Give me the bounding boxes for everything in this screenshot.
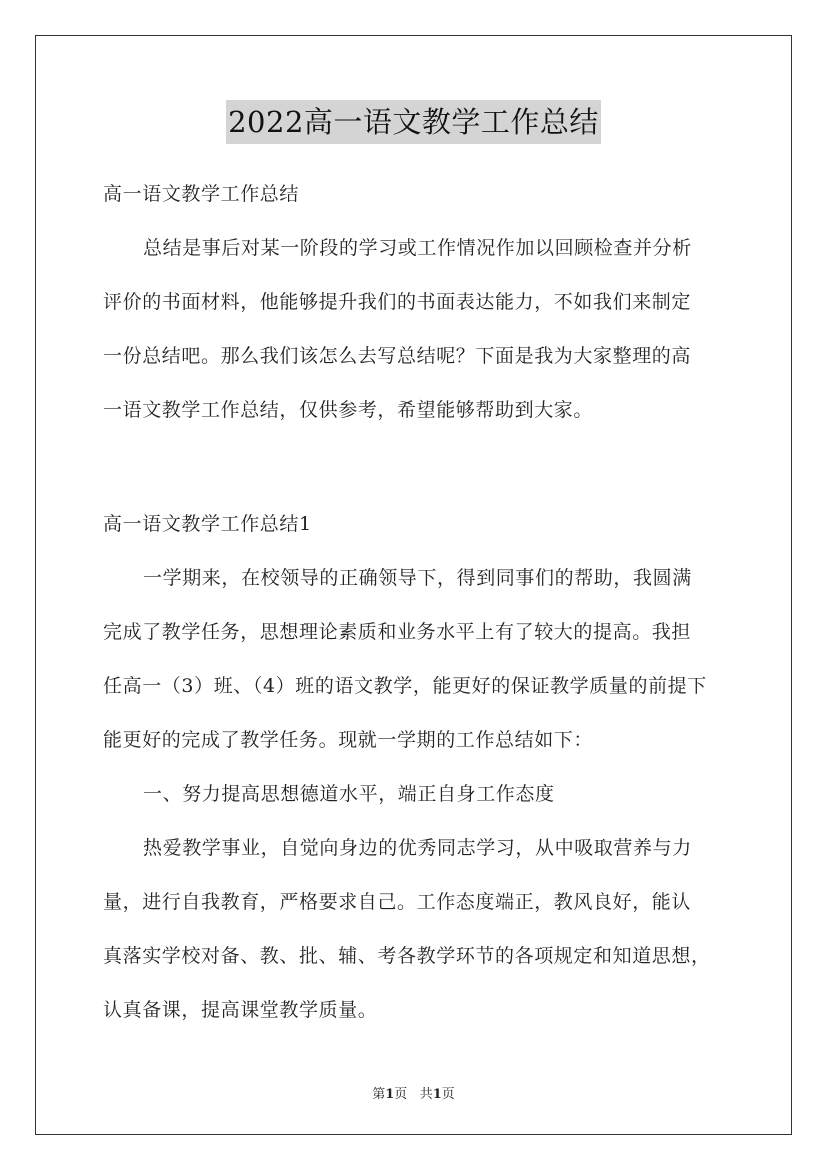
intro-heading: 高一语文教学工作总结 bbox=[103, 183, 300, 205]
total-pages: 1 bbox=[432, 1087, 442, 1102]
title-container bbox=[0, 100, 827, 144]
paragraph-line: 总结是事后对某一阶段的学习或工作情况作加以回顾检查并分析 bbox=[143, 237, 692, 259]
paragraph-line: 一语文教学工作总结，仅供参考，希望能够帮助到大家。 bbox=[103, 399, 594, 421]
document-title: 2022高一语文教学工作总结 bbox=[226, 100, 601, 144]
total-label-unit: 页 bbox=[441, 1087, 455, 1102]
paragraph-line: 完成了教学任务，思想理论素质和业务水平上有了较大的提高。我担 bbox=[103, 621, 692, 643]
section-heading: 高一语文教学工作总结1 bbox=[103, 513, 312, 535]
paragraph-line: 一份总结吧。那么我们该怎么去写总结呢？下面是我为大家整理的高 bbox=[103, 345, 692, 367]
paragraph-line: 能更好的完成了教学任务。现就一学期的工作总结如下： bbox=[103, 729, 594, 751]
total-label-prefix: 共 bbox=[419, 1087, 433, 1102]
paragraph-line: 量，进行自我教育，严格要求自己。工作态度端正，教风良好，能认 bbox=[103, 891, 692, 913]
document-body bbox=[103, 174, 743, 1044]
page-label-unit: 页 bbox=[394, 1087, 408, 1102]
paragraph-spacer bbox=[103, 444, 743, 504]
paragraph-line: 一学期来，在校领导的正确领导下，得到同事们的帮助，我圆满 bbox=[143, 567, 692, 589]
page-label-prefix: 第 bbox=[372, 1087, 386, 1102]
paragraph-line: 认真备课，提高课堂教学质量。 bbox=[103, 999, 378, 1021]
paragraph-line: 热爱教学事业，自觉向身边的优秀同志学习，从中吸取营养与力 bbox=[143, 837, 692, 859]
paragraph-line: 真落实学校对备、教、批、辅、考各教学环节的各项规定和知道思想， bbox=[103, 945, 711, 967]
paragraph-line: 评价的书面材料，他能够提升我们的书面表达能力，不如我们来制定 bbox=[103, 291, 692, 313]
subsection-heading: 一、努力提高思想德道水平，端正自身工作态度 bbox=[143, 783, 555, 805]
page-footer bbox=[0, 1083, 827, 1102]
paragraph-line: 任高一（3）班、（4）班的语文教学，能更好的保证教学质量的前提下 bbox=[103, 675, 707, 697]
page-number: 1 bbox=[385, 1087, 395, 1102]
